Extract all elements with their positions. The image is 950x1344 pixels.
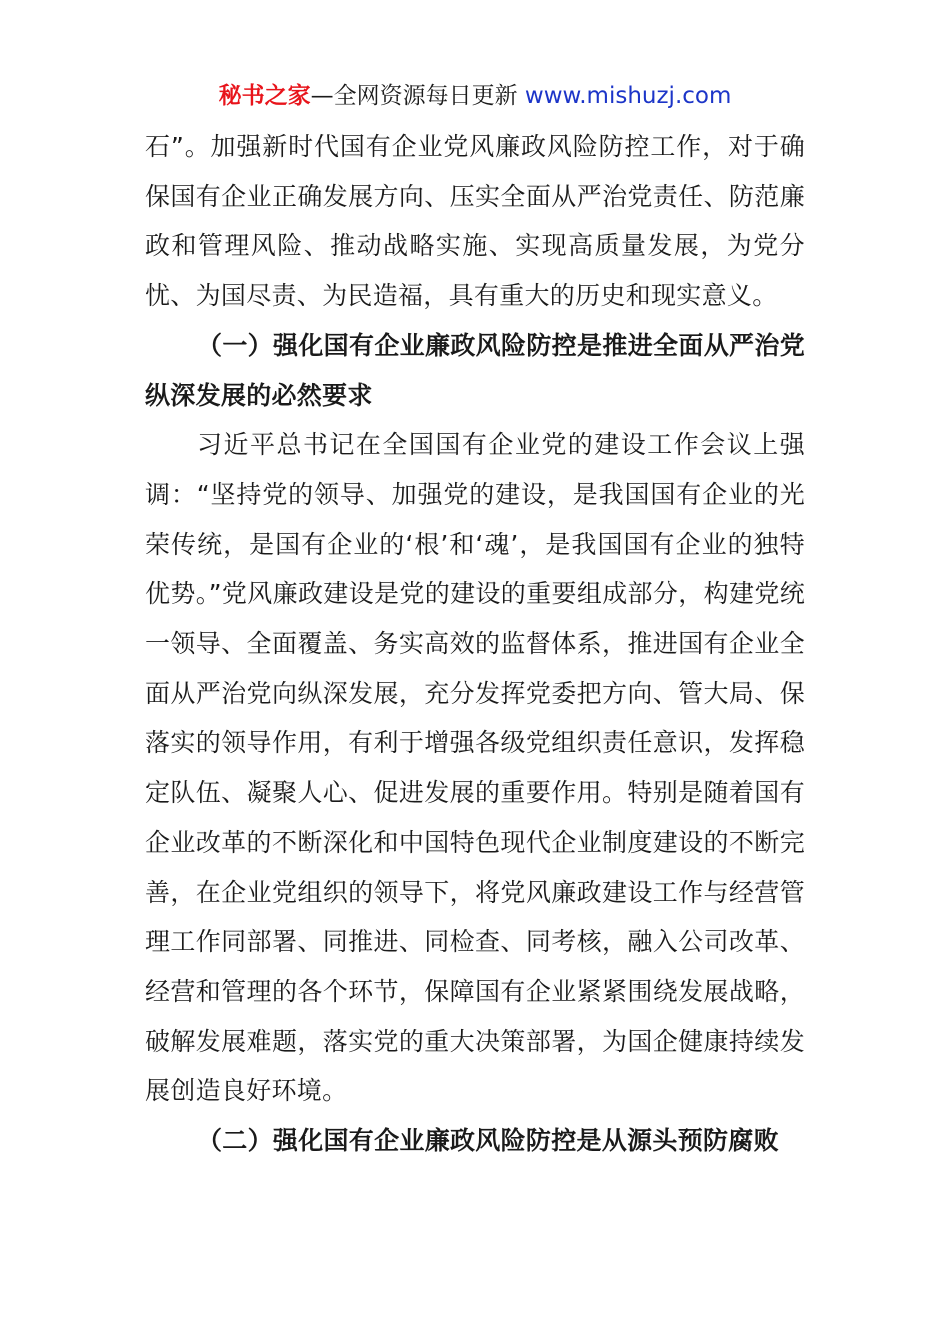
paragraph-section-1: 习近平总书记在全国国有企业党的建设工作会议上强调：“坚持党的领导、加强党的建设，是我国国有企业的光荣传统，是国有企业的‘根’和‘魂’，是我国国有企业的独特优势。”党风廉政建设是党的建设的重要组成部分，构建党统一领导、全面覆盖、务实高效的监督体系，推进国有企业全面从严治党向纵深发展，充分发挥党委把方向、管大局、保落实的领导作用，有利于增强各级党组织责任意识，发挥稳定队伍、凝聚人心、促进发展的重要作用。特别是随着国有企业改革的不断深化和中国特色现代企业制度建设的不断完善，在企业党组织的领导下，将党风廉政建设工作与经营管理工作同部署、同推进、同检查、同考核，融入公司改革、经营和管理的各个环节，保障国有企业紧紧围绕发展战略，破解发展难题，落实党的重大决策部署，为国企健康持续发展创造良好环境。 <box>145 430 805 1106</box>
site-url-link[interactable]: www.mishuzj.com <box>524 83 732 109</box>
paragraph-intro-continued: 石”。加强新时代国有企业党风廉政风险防控工作，对于确保国有企业正确发展方向、压实全面从严治党责任、防范廉政和管理风险、推动战略实施、实现高质量发展，为党分忧、为国尽责、为民造福，具有重大的历史和现实意义。 <box>145 132 805 311</box>
header-slogan: —全网资源每日更新 <box>310 83 518 109</box>
document-body <box>145 122 805 1166</box>
brand-name: 秘书之家 <box>218 83 311 109</box>
site-header <box>0 80 950 112</box>
section-heading-2: （二）强化国有企业廉政风险防控是从源头预防腐败 <box>197 1126 779 1156</box>
section-heading-1: （一）强化国有企业廉政风险防控是推进全面从严治党纵深发展的必然要求 <box>145 330 805 410</box>
